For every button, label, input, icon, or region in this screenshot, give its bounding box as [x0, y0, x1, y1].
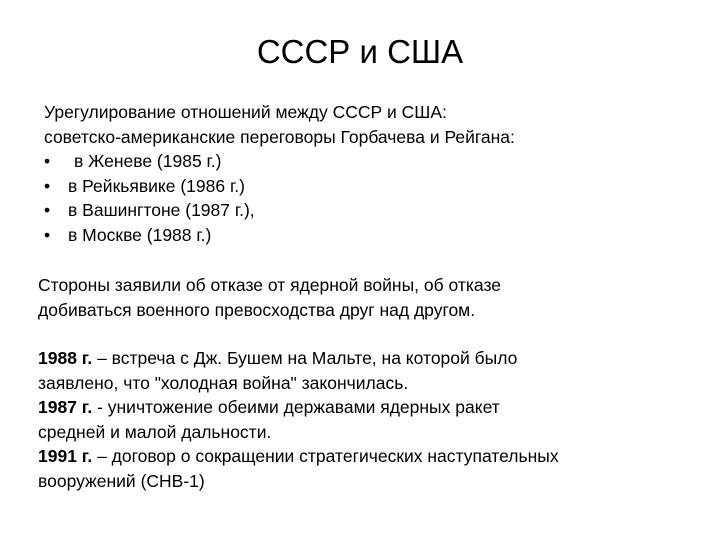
- event-line: [38, 346, 708, 371]
- meeting-moscow: в Москве (1988 г.): [68, 224, 212, 245]
- event-year: 1988 г.: [38, 348, 93, 368]
- event-1988: [38, 346, 708, 395]
- bullet-icon: •: [44, 175, 51, 196]
- meetings-list: [44, 149, 684, 247]
- list-item: [44, 174, 684, 199]
- list-item: [44, 149, 684, 174]
- events-block: [38, 346, 708, 493]
- event-text: – встреча с Дж. Бушем на Мальте, на которой было: [92, 348, 518, 368]
- slide-title: СССР и США: [256, 33, 464, 70]
- event-year: 1987 г.: [38, 397, 93, 417]
- event-text-continued: средней и малой дальности.: [38, 421, 272, 442]
- event-1987: [38, 395, 708, 444]
- intro-line-2: советско-американские переговоры Горбачева и Рейгана:: [44, 126, 515, 147]
- event-year: 1991 г.: [38, 446, 93, 466]
- bullet-icon: •: [44, 200, 51, 220]
- meeting-reykjavik: в Рейкьявике (1986 г.): [68, 175, 245, 196]
- bullet-icon: •: [44, 151, 51, 171]
- event-1991: [38, 444, 708, 493]
- meeting-geneva: в Женеве (1985 г.): [74, 151, 222, 171]
- bullet-icon: •: [44, 224, 51, 245]
- statement-block: [38, 273, 698, 322]
- list-item: [44, 198, 684, 223]
- list-item: [44, 223, 684, 248]
- intro-line-1: Урегулирование отношений между СССР и США:: [44, 102, 447, 122]
- event-line: [38, 444, 708, 469]
- event-text: – договор о сокращении стратегических наступательных: [92, 446, 559, 466]
- intro-block: [44, 100, 684, 247]
- meeting-washington: в Вашингтоне (1987 г.),: [68, 200, 255, 220]
- event-line: [38, 395, 708, 420]
- event-text-continued: вооружений (СНВ-1): [38, 470, 205, 491]
- event-text-continued: заявлено, что "холодная война" закончилась.: [38, 372, 409, 393]
- statement-line-2: добиваться военного превосходства друг над другом.: [38, 299, 476, 320]
- statement-line-1: Стороны заявили об отказе от ядерной войны, об отказе: [38, 275, 501, 295]
- event-text: - уничтожение обеими державами ядерных ракет: [92, 397, 500, 417]
